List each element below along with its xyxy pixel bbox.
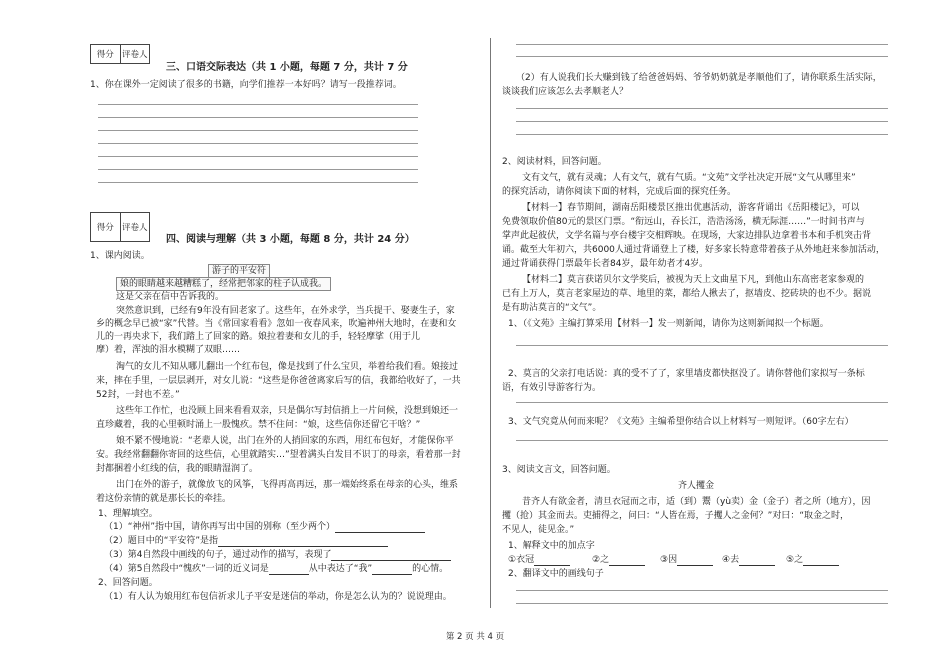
passage-line: 淘气的女儿不知从哪儿翻出一个红布包，像是找到了什么宝贝，举着给我们看。娘接过 (116, 362, 459, 372)
sec3-question: 1、你在课外一定阅读了很多的书籍，向学们推荐一本好吗？请写一段推荐词。 (90, 80, 402, 90)
fill-item (104, 535, 388, 547)
passage-title: 游子的平安符 (208, 264, 270, 278)
passage-line: 乡的概念早已被“家”代替。当《常回家看看》忽如一夜春风来，吹遍神州大地时，在妻和女 (96, 319, 457, 329)
passage-line: 出门在外的游子，就像放飞的风筝，飞得再高再远，那一端始终系在母亲的心头，维系 (116, 480, 459, 490)
score-box-sec4 (90, 212, 150, 242)
answer-line[interactable] (516, 44, 888, 45)
fill-text: （3）第4自然段中画线的句子，通过动作的描写，表现了 (104, 550, 332, 560)
word-label: ②之 (592, 555, 610, 565)
fill-text: （2）题目中的“平安符”是指 (104, 536, 219, 546)
answer-line[interactable] (516, 402, 888, 403)
answer-line[interactable] (516, 345, 888, 346)
fill-text: （4）第5自然段中“愧疚”一词的近义词是 (104, 564, 269, 574)
material2-line: 已有上万人，莫言老家屋边的草、地里的菜，都给人揪去了，抠墙皮、挖砖块的也不少。据说 (502, 289, 872, 299)
reviewer-label: 评卷人 (121, 50, 148, 60)
passage-line: 儿的一再央求下，我们踏上了回家的路。娘拉着妻和女儿的手，轻轻摩挲（用于儿 (96, 332, 421, 342)
sub-question: 1、理解填空。 (98, 509, 158, 519)
answer-line[interactable] (516, 440, 888, 441)
page-footer: 第 2 页 共 4 页 (445, 632, 505, 642)
passage-line: 52封，一封也不差。” (96, 390, 180, 400)
material2-line: 是有助沾莫言的“文气”。 (502, 303, 602, 313)
answer-line[interactable] (516, 590, 888, 591)
section3-title: 三、口语交际表达（共 1 小题，每题 7 分，共计 7 分 (166, 62, 408, 73)
reading2-intro: 的探究活动，请你阅读下面的材料，完成后面的探究任务。 (502, 187, 737, 197)
reviewer-label: 评卷人 (121, 223, 148, 233)
word-blank[interactable] (677, 556, 713, 566)
material1-line: 【材料一】春节期间，湖南岳阳楼景区推出优惠活动，游客背诵出《岳阳楼记》，可以 (522, 203, 860, 213)
answer-line[interactable] (98, 169, 418, 170)
passage-line: 直珍藏着，我的心里顿时涌上一股愧疚。禁不住问：“娘，这些信你还留它干啥？” (96, 420, 421, 430)
passage-line: 安。我经常翻翻你寄回的这些信，心里就踏实…”望着满头白发目不识丁的母亲，看着那一封 (96, 450, 461, 460)
passage-para: 这是父亲在信中告诉我的。 (116, 292, 225, 302)
task3: 3、文气究竟从何而来呢？《文苑》主编希望你结合以上材料写一则短评。（60字左右） (508, 417, 854, 427)
answer-line[interactable] (98, 182, 418, 183)
answer-line[interactable] (98, 143, 418, 144)
fill-item (104, 521, 425, 533)
material2-line: 【材料二】莫言获诺贝尔文学奖后，被视为天上文曲星下凡，到他山东高密老家参观的 (522, 275, 865, 285)
answer-line[interactable] (516, 108, 888, 109)
material1-line: 掌声此起彼伏，文学名篇与亭台楼宇交相辉映。在现场，大家边排队边拿着书本和手机突击背 (502, 231, 872, 241)
reading3-q1: 1、解释文中的加点字 (508, 541, 595, 551)
q2-text: （2）有人说我们长大赚到钱了给爸爸妈妈、爷爷奶奶就是孝顺他们了，请你联系生活实际， (516, 73, 882, 83)
fill-text: （1）“神州”指中国，请你再写出中国的别称（至少两个） (104, 522, 336, 532)
material1-line: 免费领取价值80元的景区门票。“衔远山，吞长江，浩浩汤汤，横无际涯……”一时间书声与 (502, 217, 865, 227)
passage-line: 着这份亲情的就是那长长的牵挂。 (96, 494, 232, 504)
word-item (508, 554, 570, 566)
word-label: ③因 (660, 555, 678, 565)
word-item (660, 554, 713, 566)
reading2-intro: 文有文气，就有灵魂；人有文气，就有气质。“文苑”文学社决定开展“文气从哪里来” (522, 173, 856, 183)
score-label: 得分 (91, 213, 121, 241)
passage-line: 这些年工作忙，也没顾上回来看看双亲，只是偶尔写封信捎上一片问候，没想到娘还一 (116, 406, 459, 416)
task2: 语，有效引导游客行为。 (502, 383, 602, 393)
fill-text: 从中表达了“我” (308, 564, 373, 574)
reading2-label: 2、阅读材料，回答问题。 (502, 157, 607, 167)
answer-line[interactable] (516, 603, 888, 604)
fill-item (104, 563, 448, 575)
material1-line: 通过背诵获得门票最年长者84岁，最年幼者才4岁。 (502, 259, 709, 269)
word-blank[interactable] (534, 556, 570, 566)
passage-line: 封都捆着小红线的信，我的眼睛湿润了。 (96, 464, 259, 474)
passage-line: 娘不紧不慢地说：“老辈人说，出门在外的人捎回家的东西，用红布包好，才能保你平 (116, 436, 454, 446)
fill-item (104, 549, 451, 561)
passage-para: 娘的眼睛越来越糟糕了，经常把邻家的柱子认成我。 (116, 277, 331, 291)
word-item (722, 554, 775, 566)
answer-line[interactable] (98, 130, 418, 131)
word-item (786, 554, 839, 566)
score-box-sec3 (90, 44, 150, 64)
reading3-line: 昔齐人有欲金者，清旦衣冠而之市，适（到）鬻（yù卖）金（金子）者之所（地方），因 (522, 497, 871, 507)
fill-blank[interactable] (335, 523, 425, 533)
word-blank[interactable] (803, 556, 839, 566)
answer-question: （1）有人认为娘用红布包信祈求儿子平安是迷信的举动，你是怎么认为的？说说理由。 (104, 592, 452, 602)
answer-line[interactable] (98, 117, 418, 118)
sub-question: 2、回答问题。 (98, 578, 158, 588)
reading3-q2: 2、翻译文中的画线句子 (508, 569, 604, 579)
passage-line: 突然意识到，已经有9年没有回老家了。这些年，在外求学，当兵提干、娶妻生子，家 (116, 306, 455, 316)
q1-label: 1、课内阅读。 (90, 251, 150, 261)
task1: 1、（《文苑》主编打算采用【材料一】发一则新闻，请你为这则新闻拟一个标题。 (508, 319, 829, 329)
fill-blank[interactable] (372, 565, 412, 575)
word-label: ⑤之 (786, 555, 804, 565)
task2: 2、莫言的父亲打电话说：真的受不了了，家里墙皮都快抠没了。请你替他们家拟写一条标 (508, 369, 865, 379)
reading3-line: 攫（抢）其金而去。吏捕得之，问曰：“人皆在焉，子攫人之金何？”对曰：“取金之时， (502, 511, 849, 521)
answer-line[interactable] (516, 121, 888, 122)
q2-text: 谈谈我们应该怎么去孝顺老人？ (502, 87, 629, 97)
fill-text: 的心情。 (412, 564, 449, 574)
fill-blank[interactable] (218, 537, 388, 547)
word-item (592, 554, 645, 566)
reading3-title: 齐人攫金 (678, 481, 715, 491)
material1-line: 诵。截至大年初六，共6000人通过背诵登上了楼，好多家长特意带着孩子从外地赶来参加活动， (502, 245, 885, 255)
section4-title: 四、阅读与理解（共 3 小题，每题 8 分，共计 24 分） (166, 234, 415, 245)
score-label: 得分 (91, 45, 121, 63)
reading3-line: 不见人，徒见金。” (502, 525, 575, 535)
word-label: ④去 (722, 555, 740, 565)
answer-line[interactable] (516, 134, 888, 135)
passage-line: 摩）着，浑浊的泪水模糊了双眼…… (96, 345, 241, 355)
word-blank[interactable] (739, 556, 775, 566)
fill-blank[interactable] (269, 565, 309, 575)
column-divider (490, 38, 491, 608)
answer-line[interactable] (98, 104, 418, 105)
word-blank[interactable] (609, 556, 645, 566)
word-label: ①衣冠 (508, 555, 535, 565)
answer-line[interactable] (516, 56, 888, 57)
fill-blank[interactable] (331, 551, 451, 561)
answer-line[interactable] (98, 156, 418, 157)
passage-line: 来，摔在手里，一层层剥开，对女儿说：“这些是你爸爸离家后写的信，我都给收好了，一共 (96, 376, 461, 386)
reading3-label: 3、阅读文言文，回答问题。 (502, 465, 616, 475)
